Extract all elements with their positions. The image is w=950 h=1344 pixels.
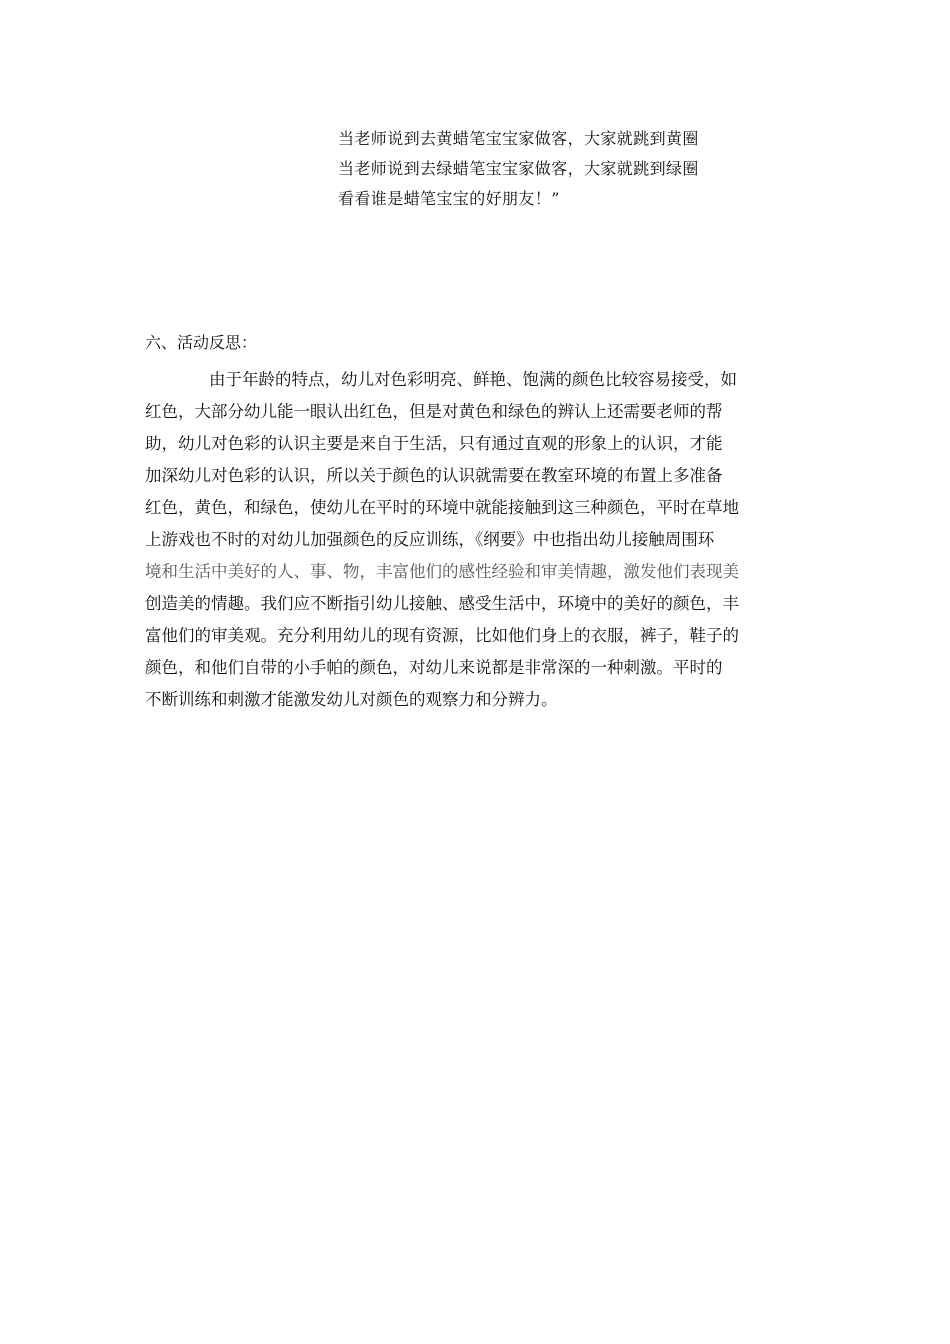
paragraph-line: 红色，黄色，和绿色，使幼儿在平时的环境中就能接触到这三种颜色，平时在草地 [145,498,739,517]
paragraph-line: 助，幼儿对色彩的认识主要是来自于生活，只有通过直观的形象上的认识，才能 [145,434,723,453]
rhyme-line: 看看谁是蜡笔宝宝的好朋友！” [338,189,560,208]
paragraph-line: 红色，大部分幼儿能一眼认出红色，但是对黄色和绿色的辨认上还需要老师的帮 [145,402,723,421]
reflection-paragraph [145,364,810,716]
paragraph-line: 由于年龄的特点，幼儿对色彩明亮、鲜艳、饱满的颜色比较容易接受，如 [209,370,737,389]
paragraph-line: 不断训练和刺激才能激发幼儿对颜色的观察力和分辨力。 [145,690,558,709]
paragraph-line: 境和生活中美好的人、事、物，丰富他们的感性经验和审美情趣，激发他们表现美 [145,562,739,581]
paragraph-line: 颜色，和他们自带的小手帕的颜色，对幼儿来说都是非常深的一种刺激。平时的 [145,658,723,677]
rhyme-line: 当老师说到去黄蜡笔宝宝家做客，大家就跳到黄圈 [338,129,699,148]
paragraph-line: 加深幼儿对色彩的认识，所以关于颜色的认识就需要在教室环境的布置上多准备 [145,466,723,485]
paragraph-line: 上游戏也不时的对幼儿加强颜色的反应训练，《纲要》中也指出幼儿接触周围环 [145,530,715,549]
game-rhyme [338,124,778,214]
section-heading-reflection: 六、活动反思： [145,333,258,352]
paragraph-line: 创造美的情趣。我们应不断指引幼儿接触、感受生活中，环境中的美好的颜色，丰 [145,594,739,613]
rhyme-line: 当老师说到去绿蜡笔宝宝家做客，大家就跳到绿圈 [338,159,699,178]
paragraph-line: 富他们的审美观。充分利用幼儿的现有资源，比如他们身上的衣服，裤子，鞋子的 [145,626,739,645]
